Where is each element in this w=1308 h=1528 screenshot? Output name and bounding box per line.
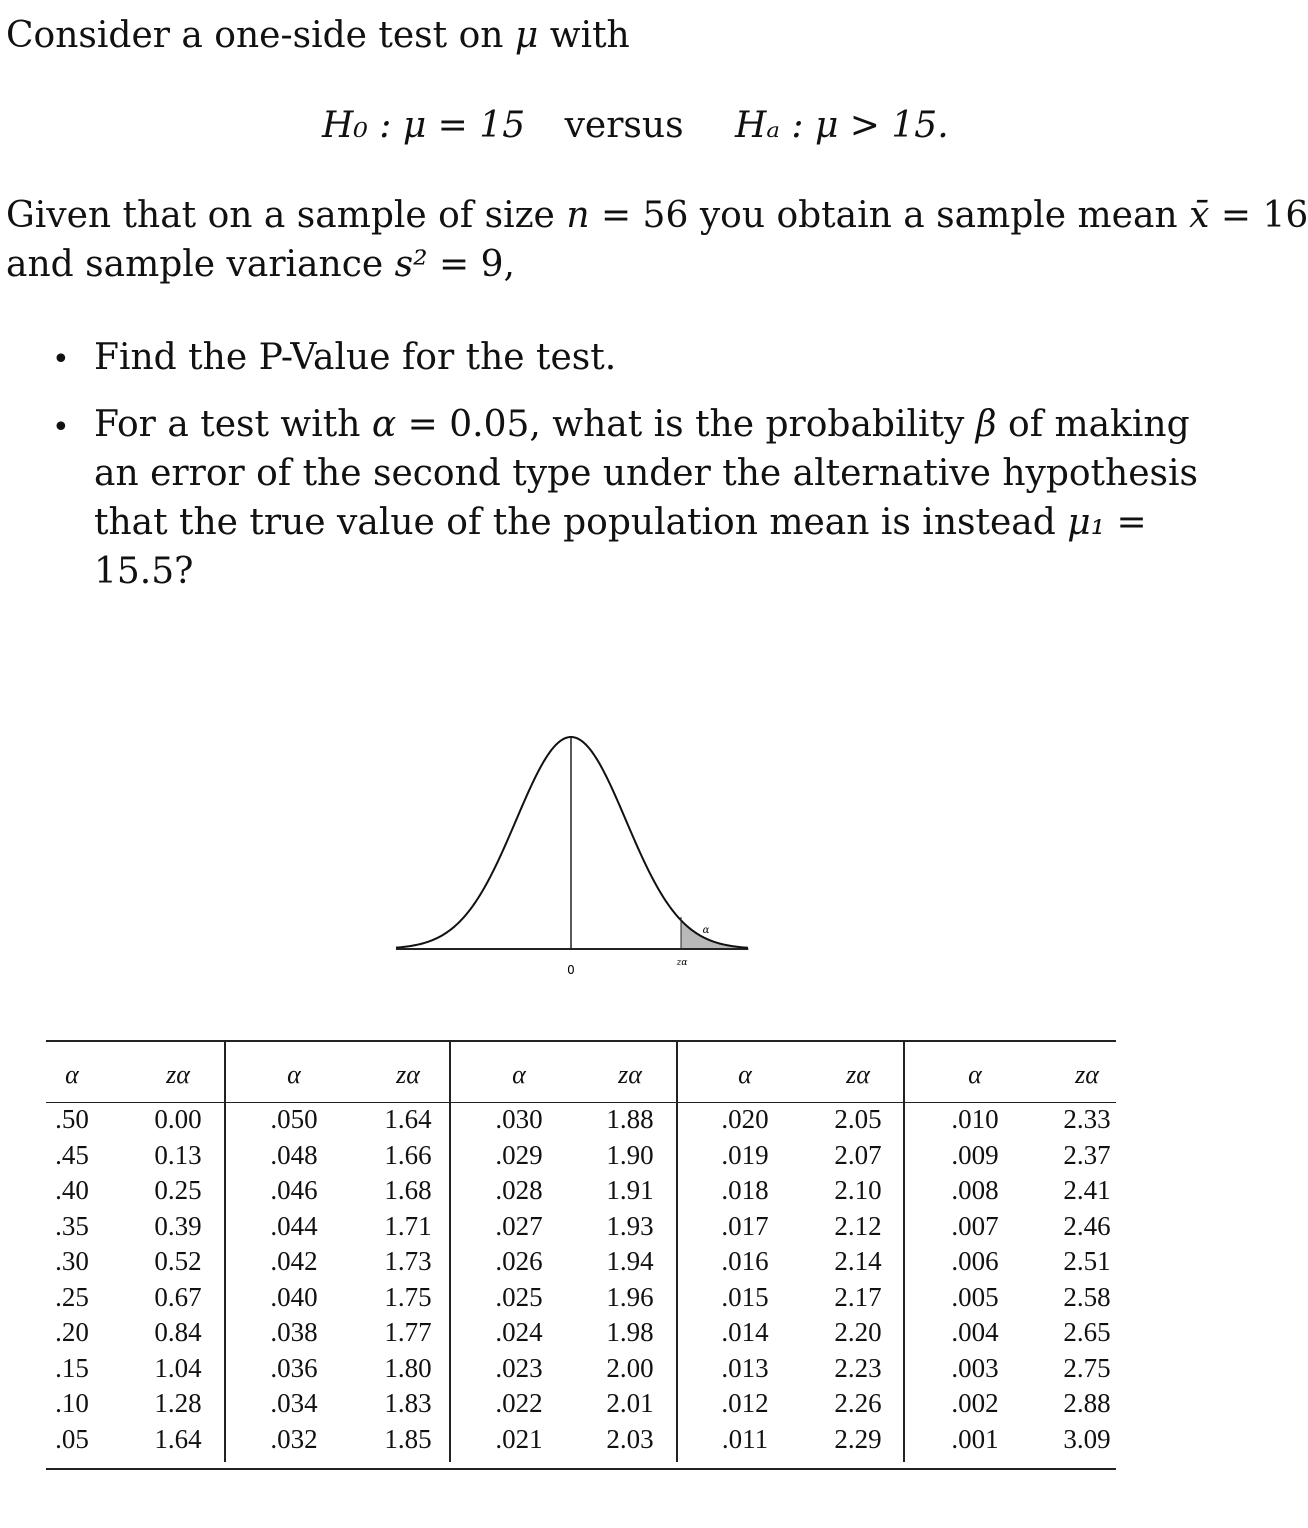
z-alpha-column-header: zα [1075, 1060, 1099, 1089]
z-alpha-cell: 1.90 [606, 1139, 654, 1170]
intro-prefix: Consider a one-side test on [6, 15, 504, 56]
bullet-item-2 [94, 400, 1229, 596]
alpha-cell: .004 [951, 1317, 999, 1347]
z-alpha-cell: 2.12 [834, 1210, 882, 1241]
alpha-cell: .50 [55, 1104, 89, 1134]
intro-suffix: with [549, 15, 630, 56]
alpha-column-header: α [738, 1060, 752, 1089]
z-alpha-cell: 2.26 [834, 1388, 882, 1418]
intro-mu: μ [514, 15, 539, 56]
alpha-cell: .020 [721, 1104, 769, 1134]
given-s2: s² [394, 244, 428, 285]
z-alpha-cell: 2.41 [1063, 1175, 1111, 1205]
alpha-cell: .042 [270, 1246, 318, 1276]
bullet-2-part-2: = 0.05, what is the probability [407, 404, 965, 445]
alpha-cell: .048 [270, 1139, 318, 1170]
bullet-marker-1: • [52, 342, 70, 377]
z-alpha-column-header: zα [166, 1060, 190, 1089]
alpha-cell: .10 [55, 1388, 89, 1418]
z-alpha-table [46, 1040, 1116, 1472]
alpha-cell: .036 [270, 1352, 318, 1383]
bullet-2-beta: β [975, 404, 997, 445]
z-alpha-cell: 2.75 [1063, 1352, 1111, 1383]
z-alpha-cell: 1.93 [606, 1210, 654, 1241]
z-alpha-column-header: zα [618, 1060, 642, 1089]
alpha-cell: .30 [55, 1246, 89, 1276]
bullet-2-mu1: μ₁ [1067, 502, 1106, 543]
z-alpha-cell: 1.75 [384, 1281, 432, 1312]
z-alpha-cell: 1.73 [384, 1246, 432, 1276]
z-alpha-cell: 1.91 [606, 1175, 654, 1205]
z-alpha-column-header: zα [396, 1060, 420, 1089]
bullet-2-alpha: α [371, 404, 397, 445]
z-alpha-cell: 2.01 [606, 1388, 654, 1418]
z-alpha-cell: 1.94 [606, 1246, 654, 1276]
alpha-cell: .014 [721, 1317, 769, 1347]
alpha-cell: .15 [55, 1352, 89, 1383]
versus-word: versus [564, 105, 684, 146]
z-alpha-cell: 1.80 [384, 1352, 432, 1383]
z-alpha-cell: 1.88 [606, 1104, 654, 1134]
alpha-cell: .25 [55, 1281, 89, 1312]
alpha-cell: .017 [721, 1210, 769, 1241]
table-group-divider [903, 1042, 905, 1462]
alpha-column-header: α [512, 1060, 526, 1089]
alpha-cell: .025 [495, 1281, 543, 1312]
table-group-divider [224, 1042, 226, 1462]
alpha-cell: .016 [721, 1246, 769, 1276]
alpha-cell: .015 [721, 1281, 769, 1312]
z-alpha-cell: 1.83 [384, 1388, 432, 1418]
alpha-cell: .046 [270, 1175, 318, 1205]
given-n: n [566, 195, 590, 236]
alpha-column-header: α [287, 1060, 301, 1089]
bullet-item-1: Find the P-Value for the test. [94, 337, 617, 378]
z-alpha-cell: 2.37 [1063, 1139, 1111, 1170]
z-alpha-cell: 1.64 [384, 1104, 432, 1134]
alpha-cell: .024 [495, 1317, 543, 1347]
alpha-cell: .034 [270, 1388, 318, 1418]
z-alpha-cell: 1.28 [154, 1388, 202, 1418]
null-hypothesis: H₀ : μ = 15 [322, 105, 526, 146]
bullet-2-part-4: = 15.5? [94, 502, 1147, 592]
z-alpha-cell: 2.10 [834, 1175, 882, 1205]
alpha-cell: .005 [951, 1281, 999, 1312]
z-alpha-cell: 2.23 [834, 1352, 882, 1383]
z-alpha-cell: 2.46 [1063, 1210, 1111, 1241]
z-alpha-cell: 0.39 [154, 1210, 202, 1241]
alpha-cell: .044 [270, 1210, 318, 1241]
z-alpha-cell: 1.85 [384, 1423, 432, 1454]
alpha-cell: .45 [55, 1139, 89, 1170]
alpha-cell: .011 [721, 1423, 769, 1454]
alpha-cell: .008 [951, 1175, 999, 1205]
alpha-cell: .040 [270, 1281, 318, 1312]
alpha-cell: .050 [270, 1104, 318, 1134]
z-alpha-cell: 1.04 [154, 1352, 202, 1383]
table-top-rule [46, 1040, 1116, 1042]
z-alpha-cell: 0.67 [154, 1281, 202, 1312]
z-alpha-column-header: zα [846, 1060, 870, 1089]
alpha-cell: .022 [495, 1388, 543, 1418]
z-alpha-cell: 0.13 [154, 1139, 202, 1170]
given-text-d: and sample variance [6, 244, 384, 285]
alpha-cell: .007 [951, 1210, 999, 1241]
alpha-cell: .030 [495, 1104, 543, 1134]
z-alpha-cell: 2.07 [834, 1139, 882, 1170]
z-alpha-cell: 2.65 [1063, 1317, 1111, 1347]
alpha-column-header: α [968, 1060, 982, 1089]
alpha-cell: .001 [951, 1423, 999, 1454]
alpha-cell: .032 [270, 1423, 318, 1454]
bullet-2-part-3: of making an error of the second type under the alternative hypothesis that the true value of the population mean is instead [94, 404, 1198, 543]
alpha-column-header: α [65, 1060, 79, 1089]
table-bottom-rule [46, 1468, 1116, 1470]
alpha-cell: .026 [495, 1246, 543, 1276]
given-line-2 [6, 243, 515, 286]
alpha-cell: .009 [951, 1139, 999, 1170]
z-alpha-cell: 3.09 [1063, 1423, 1111, 1454]
alpha-cell: .35 [55, 1210, 89, 1241]
z-alpha-cell: 2.17 [834, 1281, 882, 1312]
z-alpha-cell: 1.98 [606, 1317, 654, 1347]
given-text-b: = 56 you obtain a sample mean [600, 195, 1178, 236]
z-alpha-cell: 2.58 [1063, 1281, 1111, 1312]
alpha-cell: .038 [270, 1317, 318, 1347]
alpha-cell: .023 [495, 1352, 543, 1383]
z-alpha-cell: 1.66 [384, 1139, 432, 1170]
table-group-divider [449, 1042, 451, 1462]
z-alpha-cell: 2.20 [834, 1317, 882, 1347]
alpha-cell: .20 [55, 1317, 89, 1347]
z-alpha-cell: 2.33 [1063, 1104, 1111, 1134]
alpha-cell: .018 [721, 1175, 769, 1205]
alpha-cell: .021 [495, 1423, 543, 1454]
alpha-cell: .027 [495, 1210, 543, 1241]
z-alpha-cell: 0.00 [154, 1104, 202, 1134]
alpha-cell: .002 [951, 1388, 999, 1418]
z-alpha-cell: 2.05 [834, 1104, 882, 1134]
alpha-label: α [702, 925, 710, 936]
alpha-cell: .40 [55, 1175, 89, 1205]
z-alpha-cell: 2.00 [606, 1352, 654, 1383]
z-alpha-cell: 1.77 [384, 1317, 432, 1347]
normal-curve-figure [360, 715, 780, 995]
z-alpha-cell: 1.64 [154, 1423, 202, 1454]
hypotheses-line [322, 104, 949, 147]
alpha-cell: .028 [495, 1175, 543, 1205]
z-alpha-cell: 1.96 [606, 1281, 654, 1312]
given-line-1 [6, 194, 1308, 237]
intro-line [6, 14, 630, 57]
given-text-e: = 9, [438, 244, 515, 285]
given-text-a: Given that on a sample of size [6, 195, 555, 236]
alpha-cell: .05 [55, 1423, 89, 1454]
z-alpha-cell: 0.52 [154, 1246, 202, 1276]
alpha-cell: .012 [721, 1388, 769, 1418]
z-alpha-cell: 1.71 [384, 1210, 432, 1241]
z-alpha-cell: 1.68 [384, 1175, 432, 1205]
z-alpha-cell: 0.25 [154, 1175, 202, 1205]
alpha-cell: .003 [951, 1352, 999, 1383]
alternative-hypothesis: Hₐ : μ > 15. [735, 105, 949, 146]
alpha-cell: .006 [951, 1246, 999, 1276]
z-alpha-cell: 2.03 [606, 1423, 654, 1454]
bell-curve-line [396, 737, 748, 948]
given-xbar: x̄ [1189, 195, 1210, 236]
z-alpha-cell: 0.84 [154, 1317, 202, 1347]
bullet-2-part-1: For a test with [94, 404, 361, 445]
z-alpha-cell: 2.51 [1063, 1246, 1111, 1276]
z-alpha-cell: 2.14 [834, 1246, 882, 1276]
table-group-divider [676, 1042, 678, 1462]
z-alpha-cell: 2.88 [1063, 1388, 1111, 1418]
zero-label: 0 [567, 963, 575, 977]
bullet-marker-2: • [52, 410, 70, 445]
z-alpha-cell: 2.29 [834, 1423, 882, 1454]
given-text-c: = 16 [1220, 195, 1308, 236]
table-header-rule [46, 1102, 1116, 1103]
alpha-cell: .010 [951, 1104, 999, 1134]
tail-area-shading [681, 920, 748, 949]
alpha-cell: .029 [495, 1139, 543, 1170]
alpha-cell: .019 [721, 1139, 769, 1170]
alpha-cell: .013 [721, 1352, 769, 1383]
z-alpha-label: zα [676, 958, 688, 968]
